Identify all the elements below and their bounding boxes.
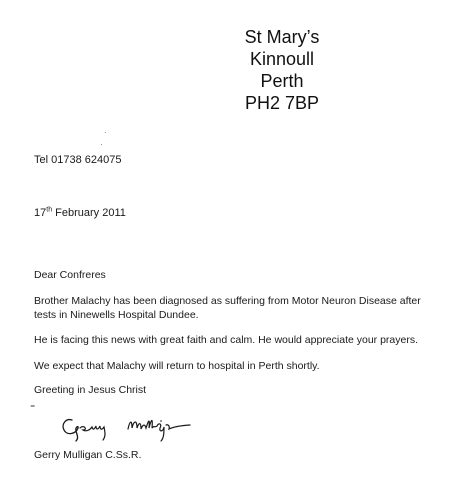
handwritten-signature	[58, 408, 228, 444]
address-line-2: Kinnoull	[249, 49, 315, 69]
scan-speck: ·	[104, 128, 107, 137]
letter-date	[34, 207, 126, 219]
address-line-3: Perth	[260, 71, 304, 91]
date-day: 17	[34, 207, 47, 219]
salutation: Dear Confreres	[34, 269, 106, 281]
date-suffix: th	[46, 206, 53, 214]
date-month-year: February 2011	[52, 207, 126, 219]
closing-greeting: Greeting in Jesus Christ	[34, 384, 147, 396]
address-line-4: PH2 7BP	[244, 93, 320, 113]
paragraph-prayers: He is facing this news with great faith and calm. He would appreciate your prayers.	[34, 334, 419, 346]
margin-mark: ⁼	[30, 403, 36, 414]
address-line-1: St Mary’s	[244, 27, 320, 47]
scan-speck: ·	[100, 140, 103, 149]
telephone-number: Tel 01738 624075	[34, 154, 122, 166]
paragraph-return: We expect that Malachy will return to hospital in Perth shortly.	[34, 360, 320, 372]
printed-signatory-name: Gerry Mulligan C.Ss.R.	[34, 449, 142, 461]
sender-address	[222, 26, 342, 114]
paragraph-diagnosis: Brother Malachy has been diagnosed as suffering from Motor Neuron Disease after tests in Ninewells Hospital Dundee.	[34, 295, 421, 321]
